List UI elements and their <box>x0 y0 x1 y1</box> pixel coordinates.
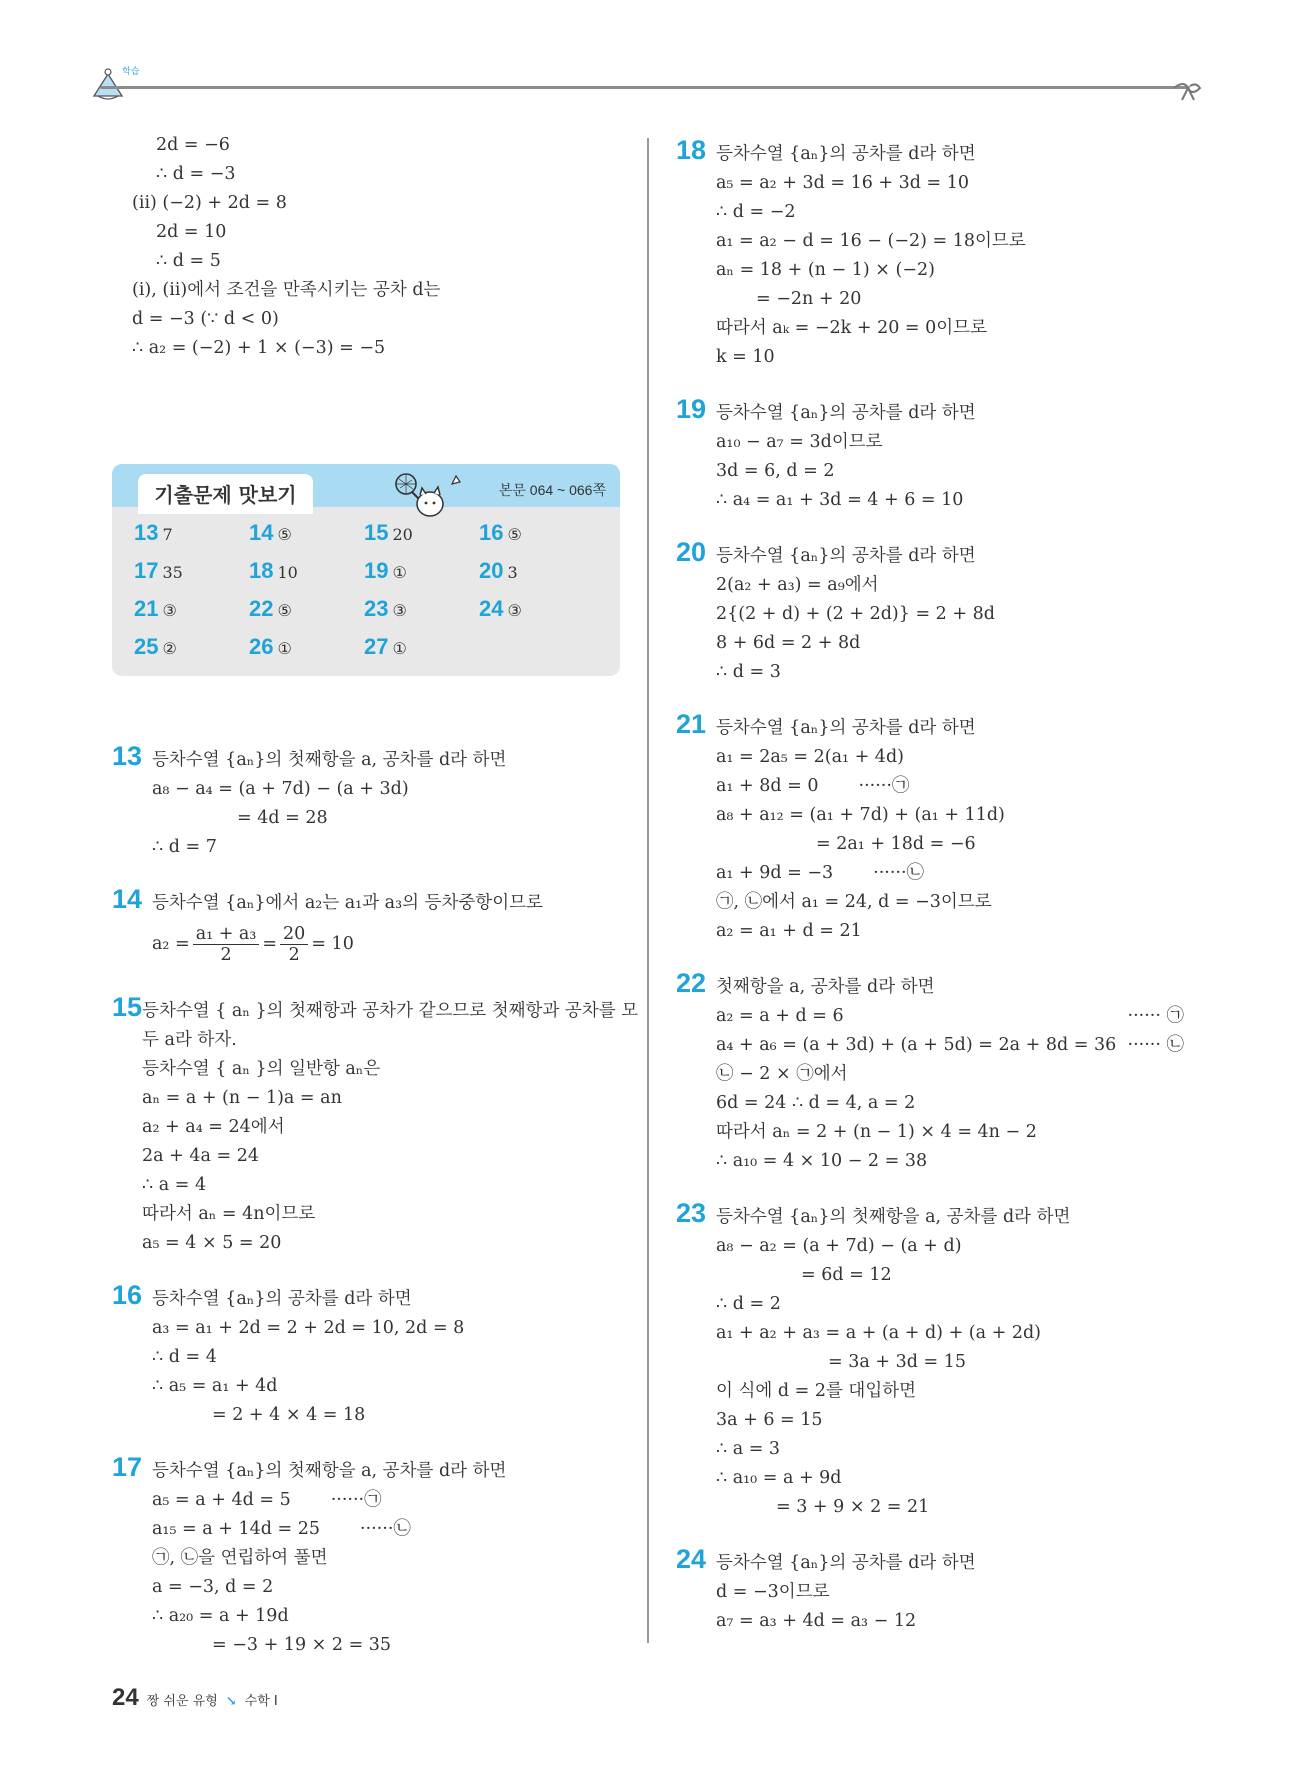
solution-text: a₅ = 4 × 5 = 20 <box>142 1233 282 1253</box>
solution-text: = −3 + 19 × 2 = 35 <box>212 1635 392 1655</box>
solution-text: 따라서 aₙ = 2 + (n − 1) × 4 = 4n − 2 <box>716 1122 1037 1142</box>
answer-value: 20 <box>392 525 413 544</box>
solution-line <box>716 1261 1196 1290</box>
answer-number: 21 <box>134 596 159 621</box>
problem-body <box>716 399 1196 515</box>
problem-header <box>676 1198 1196 1522</box>
solution-line <box>142 1055 638 1084</box>
solution-line <box>716 743 1196 772</box>
problem-body <box>716 542 1196 687</box>
solution-line <box>112 218 622 247</box>
problem-statement: 첫째항을 a, 공차를 d라 하면 <box>716 977 935 997</box>
page-number: 24 <box>112 1684 139 1711</box>
answer-number: 26 <box>249 634 274 659</box>
equation-tag: ······㉡ <box>873 863 925 883</box>
solution-line <box>112 247 622 276</box>
solution-line <box>152 804 622 833</box>
answer-value: ① <box>392 639 407 658</box>
solution-line <box>152 1515 622 1544</box>
answer-value: ③ <box>392 601 407 620</box>
solution-line <box>142 1171 638 1200</box>
solution-text: ∴ a = 3 <box>716 1439 781 1459</box>
ribbon-decoration <box>1170 78 1206 102</box>
fraction-lhs: a₂ = <box>152 934 190 954</box>
solution-text: a₂ = a + d = 6 <box>716 1006 844 1026</box>
solution-text: a₁₅ = a + 14d = 25 <box>152 1519 321 1539</box>
problem-statement: 등차수열 {aₙ}의 첫째항을 a, 공차를 d라 하면 <box>152 750 507 770</box>
solution-text: ㉠, ㉡에서 a₁ = 24, d = −3이므로 <box>716 892 992 912</box>
solution-text: a₂ + a₄ = 24에서 <box>142 1117 285 1137</box>
solution-line <box>716 571 1196 600</box>
solution-text: ∴ a₂₀ = a + 19d <box>152 1606 289 1626</box>
solution-text: ∴ d = −2 <box>716 202 796 222</box>
solution-line <box>716 658 1196 687</box>
problem-body <box>716 1203 1196 1522</box>
left-column <box>112 131 639 1682</box>
problem-block <box>112 992 639 1258</box>
answer-box-page-reference: 본문 064 ~ 066쪽 <box>498 482 606 498</box>
solution-line <box>716 1348 1196 1377</box>
solution-line <box>716 1089 1196 1118</box>
answer-value: ⑤ <box>277 525 292 544</box>
problem-number: 16 <box>112 1280 143 1310</box>
solution-text: = 4d = 28 <box>237 808 328 828</box>
answer-value: 35 <box>162 563 183 582</box>
solution-line <box>716 256 1196 285</box>
problem-header <box>112 992 639 1258</box>
solution-text: 따라서 aₖ = −2k + 20 = 0이므로 <box>716 318 987 338</box>
equation-tag: ······㉡ <box>360 1519 411 1539</box>
problem-body <box>152 889 622 970</box>
solution-text: a = −3, d = 2 <box>152 1577 274 1597</box>
answer-value: ② <box>162 639 177 658</box>
header-bell-decoration <box>88 60 144 102</box>
answer-value: ① <box>277 639 292 658</box>
answer-number: 16 <box>479 520 504 545</box>
problem-statement: 등차수열 {aₙ}의 공차를 d라 하면 <box>716 1553 976 1573</box>
solution-text: 따라서 aₙ = 4n이므로 <box>142 1204 316 1224</box>
solution-line <box>716 285 1196 314</box>
top-rule <box>100 86 1190 89</box>
solution-line <box>716 169 1196 198</box>
solution-text: a₃ = a₁ + 2d = 2 + 2d = 10, 2d = 8 <box>152 1318 465 1338</box>
solution-line <box>112 189 622 218</box>
solution-text: 두 a라 하자. <box>142 1030 237 1050</box>
solution-line <box>716 343 1196 372</box>
problem-block <box>112 884 622 970</box>
solution-text: ∴ a₁₀ = 4 × 10 − 2 = 38 <box>716 1151 928 1171</box>
problem-number: 23 <box>676 1198 707 1228</box>
right-problem-list <box>676 135 1196 1636</box>
solution-line <box>716 629 1196 658</box>
solution-text: 2d = 10 <box>156 222 227 242</box>
solution-text: ∴ d = −3 <box>156 164 236 184</box>
solution-text: a₁₀ − a₇ = 3d이므로 <box>716 432 883 452</box>
solution-line <box>716 486 1196 515</box>
answer-number: 17 <box>134 558 159 583</box>
solution-text: 6d = 24 ∴ d = 4, a = 2 <box>716 1093 916 1113</box>
solution-text: ∴ d = 3 <box>716 662 781 682</box>
solution-line <box>716 227 1196 256</box>
answer-value: 3 <box>507 563 518 582</box>
solution-line <box>152 1544 622 1573</box>
equation-tag: ······㉠ <box>858 776 910 796</box>
solution-text: a₅ = a + 4d = 5 <box>152 1490 291 1510</box>
answer-number: 23 <box>364 596 389 621</box>
fraction-line <box>152 918 622 970</box>
answer-value: ⑤ <box>507 525 522 544</box>
solution-line <box>716 1031 1196 1060</box>
solution-text: = 2 + 4 × 4 = 18 <box>212 1405 366 1425</box>
answer-number: 15 <box>364 520 389 545</box>
problem-number: 14 <box>112 884 143 914</box>
solution-line <box>142 1200 638 1229</box>
solution-text: 2a + 4a = 24 <box>142 1146 260 1166</box>
problem-number: 15 <box>112 992 143 1022</box>
answer-value: 7 <box>162 525 173 544</box>
solution-line <box>716 1290 1196 1319</box>
solution-text: 3d = 6, d = 2 <box>716 461 835 481</box>
page-footer <box>112 1684 278 1712</box>
problem-body <box>152 1457 622 1660</box>
problem-statement: 등차수열 {aₙ}의 첫째항을 a, 공차를 d라 하면 <box>152 1461 507 1481</box>
solution-text: = −2n + 20 <box>756 289 862 309</box>
problem-number: 20 <box>676 537 707 567</box>
solution-text: 8 + 6d = 2 + 8d <box>716 633 861 653</box>
solution-text: ∴ d = 5 <box>156 251 221 271</box>
problem-header <box>112 884 622 970</box>
problem-header <box>676 135 1196 372</box>
solution-text: a₁ = 2a₅ = 2(a₁ + 4d) <box>716 747 904 767</box>
solution-text: (ⅱ) (−2) + 2d = 8 <box>132 193 287 213</box>
footer-arrow-icon: ↘ <box>225 1694 237 1709</box>
solution-line <box>152 1486 622 1515</box>
fraction-numerator: a₁ + a₃ <box>193 924 260 945</box>
problem-number: 21 <box>676 709 707 739</box>
problem-header <box>676 537 1196 687</box>
solution-line <box>716 1578 1196 1607</box>
problem-number: 17 <box>112 1452 143 1482</box>
solution-line <box>716 1319 1196 1348</box>
book-title: 짱 쉬운 유형 <box>146 1694 218 1709</box>
solution-text: ∴ a₄ = a₁ + 3d = 4 + 6 = 10 <box>716 490 964 510</box>
problem-number: 13 <box>112 741 143 771</box>
fraction <box>280 924 308 965</box>
fraction-equals: = <box>262 934 278 954</box>
answer-number: 14 <box>249 520 274 545</box>
solution-text: a₁ + a₂ + a₃ = a + (a + d) + (a + 2d) <box>716 1323 1042 1343</box>
problem-block <box>676 1544 1196 1636</box>
solution-line <box>716 457 1196 486</box>
solution-line <box>152 1573 622 1602</box>
problem-body <box>716 140 1196 372</box>
solution-text: ㉠, ㉡을 연립하여 풀면 <box>152 1548 328 1568</box>
answer-number: 24 <box>479 596 504 621</box>
answer-number: 20 <box>479 558 504 583</box>
solution-text: a₇ = a₃ + 4d = a₃ − 12 <box>716 1611 917 1631</box>
solution-text: = 3a + 3d = 15 <box>828 1352 966 1372</box>
answer-box-title: 기출문제 맛보기 <box>138 474 313 514</box>
problem-header <box>676 394 1196 515</box>
solution-line <box>716 1435 1196 1464</box>
solution-text: 이 식에 d = 2를 대입하면 <box>716 1381 917 1401</box>
solution-text: ∴ a = 4 <box>142 1175 207 1195</box>
problem-header <box>112 741 622 862</box>
solution-line <box>152 1314 622 1343</box>
solution-line <box>142 1142 638 1171</box>
solution-line <box>716 600 1196 629</box>
problem-statement: 등차수열 {aₙ}의 공차를 d라 하면 <box>152 1289 412 1309</box>
problem-block <box>676 968 1196 1176</box>
solution-line <box>716 1464 1196 1493</box>
answer-value: ③ <box>162 601 177 620</box>
solution-text: 등차수열 { aₙ }의 일반항 aₙ은 <box>142 1059 381 1079</box>
solution-text: aₙ = 18 + (n − 1) × (−2) <box>716 260 935 280</box>
solution-text: a₈ − a₄ = (a + 7d) − (a + 3d) <box>152 779 409 799</box>
column-divider <box>647 138 649 1643</box>
problem-body <box>716 1549 1196 1636</box>
answer-number: 22 <box>249 596 274 621</box>
solution-line <box>152 1602 622 1631</box>
solution-text: a₁ + 9d = −3 <box>716 863 834 883</box>
solution-line <box>716 1607 1196 1636</box>
solution-line <box>716 1002 1196 1031</box>
solution-line <box>716 830 1196 859</box>
solution-line <box>716 1060 1196 1089</box>
problem-block <box>676 394 1196 515</box>
answer-value: ① <box>392 563 407 582</box>
problem-statement: 등차수열 { aₙ }의 첫째항과 공차가 같으므로 첫째항과 공차를 모 <box>142 1001 639 1021</box>
solution-line <box>112 131 622 160</box>
solution-text: a₁ + 8d = 0 <box>716 776 819 796</box>
problem-block <box>112 741 622 862</box>
problem-statement: 등차수열 {aₙ}의 공차를 d라 하면 <box>716 403 976 423</box>
problem-block <box>676 537 1196 687</box>
answer-value: ⑤ <box>277 601 292 620</box>
problem-number: 22 <box>676 968 707 998</box>
problem-block <box>112 1280 622 1430</box>
answer-number: 18 <box>249 558 274 583</box>
problem-block <box>676 135 1196 372</box>
solution-line <box>716 1147 1196 1176</box>
equation-tag: ······㉠ <box>330 1490 382 1510</box>
solution-line <box>142 1026 638 1055</box>
answer-value: 10 <box>277 563 298 582</box>
svg-text:학습: 학습 <box>122 67 140 77</box>
solution-text: ∴ a₂ = (−2) + 1 × (−3) = −5 <box>132 338 386 358</box>
fraction-denominator: 2 <box>220 945 232 965</box>
answer-number: 19 <box>364 558 389 583</box>
solution-text: 2d = −6 <box>156 135 230 155</box>
solution-text: 3a + 6 = 15 <box>716 1410 823 1430</box>
solution-text: ∴ d = 2 <box>716 1294 781 1314</box>
problem-header <box>676 1544 1196 1636</box>
solution-line <box>716 1232 1196 1261</box>
problem-statement: 등차수열 {aₙ}에서 a₂는 a₁과 a₃의 등차중항이므로 <box>152 893 543 913</box>
answer-number: 25 <box>134 634 159 659</box>
answer-number: 27 <box>364 634 389 659</box>
solution-text: d = −3이므로 <box>716 1582 830 1602</box>
solution-text: a₄ + a₆ = (a + 3d) + (a + 5d) = 2a + 8d = 36 <box>716 1035 1117 1055</box>
solution-text: ㉡ − 2 × ㉠에서 <box>716 1064 848 1084</box>
solution-line <box>716 801 1196 830</box>
solution-line <box>112 160 622 189</box>
solution-line <box>716 198 1196 227</box>
problem-header <box>112 1452 622 1660</box>
problem-body <box>716 714 1196 946</box>
problem-block <box>112 1452 622 1660</box>
solution-line <box>716 917 1196 946</box>
fraction-numerator: 20 <box>280 924 308 945</box>
problem-number: 18 <box>676 135 707 165</box>
problem-number: 24 <box>676 1544 707 1574</box>
solution-line <box>112 276 622 305</box>
solution-text: ∴ d = 4 <box>152 1347 217 1367</box>
solution-line <box>112 305 622 334</box>
solution-line <box>716 888 1196 917</box>
problem-header <box>676 709 1196 946</box>
solution-line <box>716 314 1196 343</box>
problem-statement: 등차수열 {aₙ}의 첫째항을 a, 공차를 d라 하면 <box>716 1207 1071 1227</box>
solution-line <box>152 1343 622 1372</box>
solution-text: ∴ d = 7 <box>152 837 217 857</box>
equation-tag: ······ ㉠ <box>1127 1006 1184 1026</box>
left-problem-list <box>112 741 639 1660</box>
solution-text: a₈ − a₂ = (a + 7d) − (a + d) <box>716 1236 962 1256</box>
problem-block <box>676 709 1196 946</box>
problem-block <box>676 1198 1196 1522</box>
problem-body <box>152 1285 622 1430</box>
solution-text: = 3 + 9 × 2 = 21 <box>776 1497 930 1517</box>
problem-statement: 등차수열 {aₙ}의 공차를 d라 하면 <box>716 144 976 164</box>
problem-statement: 등차수열 {aₙ}의 공차를 d라 하면 <box>716 718 976 738</box>
solution-line <box>152 1372 622 1401</box>
solution-line <box>142 1113 638 1142</box>
solution-text: aₙ = a + (n − 1)a = an <box>142 1088 342 1108</box>
problem-body <box>152 746 622 862</box>
solution-line <box>716 1377 1196 1406</box>
solution-text: ∴ a₁₀ = a + 9d <box>716 1468 842 1488</box>
solution-text: (ⅰ), (ⅱ)에서 조건을 만족시키는 공차 d는 <box>132 280 441 300</box>
problem-body <box>716 973 1196 1176</box>
solution-text: a₂ = a₁ + d = 21 <box>716 921 862 941</box>
problem-header <box>676 968 1196 1176</box>
problem-statement: 등차수열 {aₙ}의 공차를 d라 하면 <box>716 546 976 566</box>
solution-line <box>152 1401 622 1430</box>
solution-line <box>716 859 1196 888</box>
solution-line <box>716 772 1196 801</box>
answer-value: ③ <box>507 601 522 620</box>
continued-solution <box>112 131 622 363</box>
solution-line <box>152 775 622 804</box>
solution-line <box>142 1084 638 1113</box>
subject-label: 수학 Ⅰ <box>244 1694 278 1709</box>
solution-line <box>716 1493 1196 1522</box>
solution-line <box>142 1229 638 1258</box>
fraction <box>193 924 260 965</box>
problem-header <box>112 1280 622 1430</box>
solution-line <box>152 1631 622 1660</box>
solution-text: d = −3 (∵ d < 0) <box>132 309 279 329</box>
equation-tag: ······ ㉡ <box>1127 1035 1184 1055</box>
problem-body <box>142 997 638 1258</box>
fraction-rhs: = 10 <box>311 934 354 954</box>
fraction-denominator: 2 <box>288 945 300 965</box>
solution-text: a₈ + a₁₂ = (a₁ + 7d) + (a₁ + 11d) <box>716 805 1005 825</box>
solution-text: 2{(2 + d) + (2 + 2d)} = 2 + 8d <box>716 604 995 624</box>
solution-text: k = 10 <box>716 347 775 367</box>
problem-number: 19 <box>676 394 707 424</box>
solution-line <box>716 1406 1196 1435</box>
solution-text: 2(a₂ + a₃) = a₉에서 <box>716 575 879 595</box>
solution-line <box>112 334 622 363</box>
right-column <box>676 135 1196 1658</box>
solution-line <box>716 428 1196 457</box>
solution-text: = 2a₁ + 18d = −6 <box>816 834 976 854</box>
solution-line <box>152 833 622 862</box>
solution-text: a₅ = a₂ + 3d = 16 + 3d = 10 <box>716 173 970 193</box>
solution-text: ∴ a₅ = a₁ + 4d <box>152 1376 278 1396</box>
solution-text: = 6d = 12 <box>801 1265 892 1285</box>
solution-line <box>716 1118 1196 1147</box>
answer-number: 13 <box>134 520 159 545</box>
solution-text: a₁ = a₂ − d = 16 − (−2) = 18이므로 <box>716 231 1026 251</box>
